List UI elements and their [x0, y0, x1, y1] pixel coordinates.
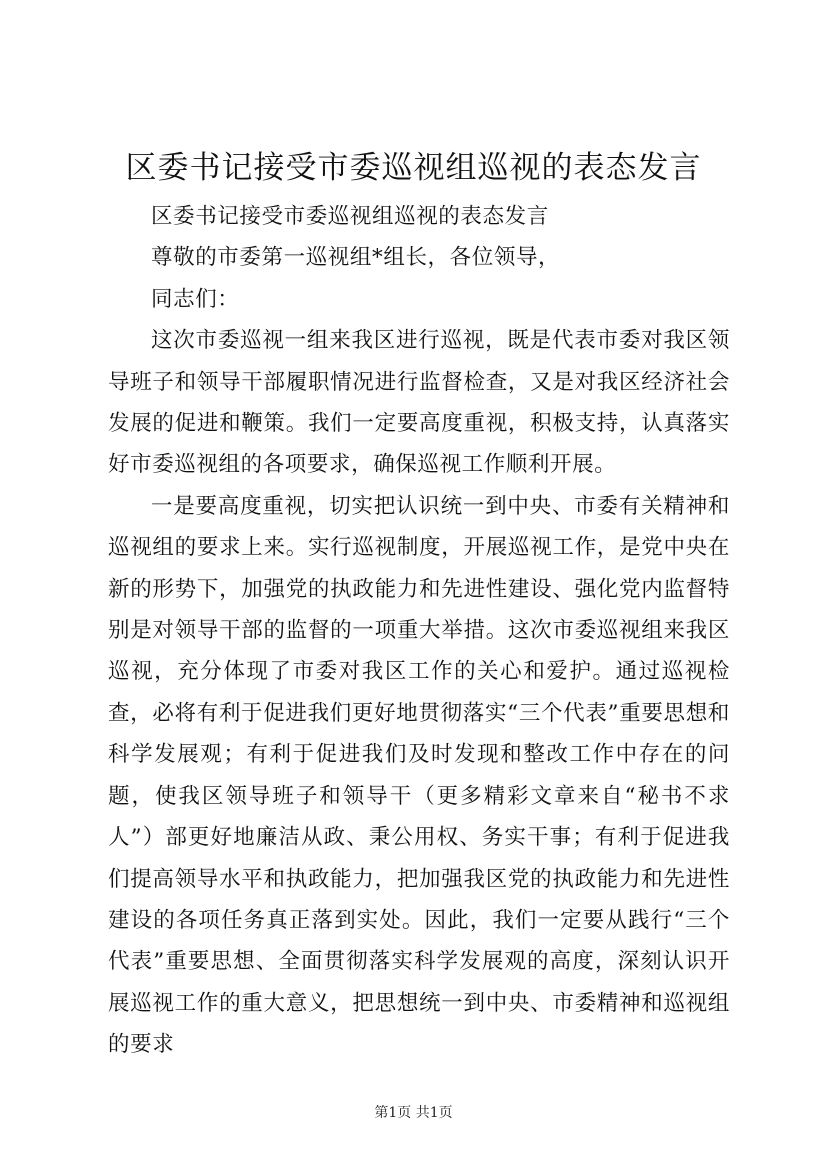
document-title: 区委书记接受市委巡视组巡视的表态发言 — [125, 150, 702, 186]
paragraph-comrades: 同志们： — [151, 286, 240, 312]
document-body — [108, 196, 730, 1066]
paragraph-salutation: 尊敬的市委第一巡视组*组长，各位领导， — [151, 245, 561, 271]
paragraph-heading-repeat: 区委书记接受市委巡视组巡视的表态发言 — [151, 204, 549, 229]
paragraph-point-one: 一是要高度重视，切实把认识统一到中央、市委有关精神和巡视组的要求上来。实行巡视制度，开展巡视工作，是党中央在新的形势下，加强党的执政能力和先进性建设、强化党内监督特别是对领导干部的监督的一项重大举措。这次市委巡视组来我区巡视，充分体现了市委对我区工作的关心和爱护。通过巡视检查，必将有利于促进我们更好地贯彻落实“三个代表”重要思想和科学发展观；有利于促进我们及时发现和整改工作中存在的问题，使我区领导班子和领导干（更多精彩文章来自“秘书不求人”）部更好地廉洁从政、秉公用权、务实干事；有利于促进我们提高领导水平和执政能力，把加强我区党的执政能力和先进性建设的各项任务真正落到实处。因此，我们一定要从践行“三个代表”重要思想、全面贯彻落实科学发展观的高度，深刻认识开展巡视工作的重大意义，把思想统一到中央、市委精神和巡视组的要求 — [108, 493, 730, 1058]
page-number-footer: 第1页 共1页 — [374, 1105, 453, 1121]
paragraph-intro: 这次市委巡视一组来我区进行巡视，既是代表市委对我区领导班子和领导干部履职情况进行监督检查，又是对我区经济社会发展的促进和鞭策。我们一定要高度重视，积极支持，认真落实好市委巡视组的各项要求，确保巡视工作顺利开展。 — [108, 328, 730, 478]
